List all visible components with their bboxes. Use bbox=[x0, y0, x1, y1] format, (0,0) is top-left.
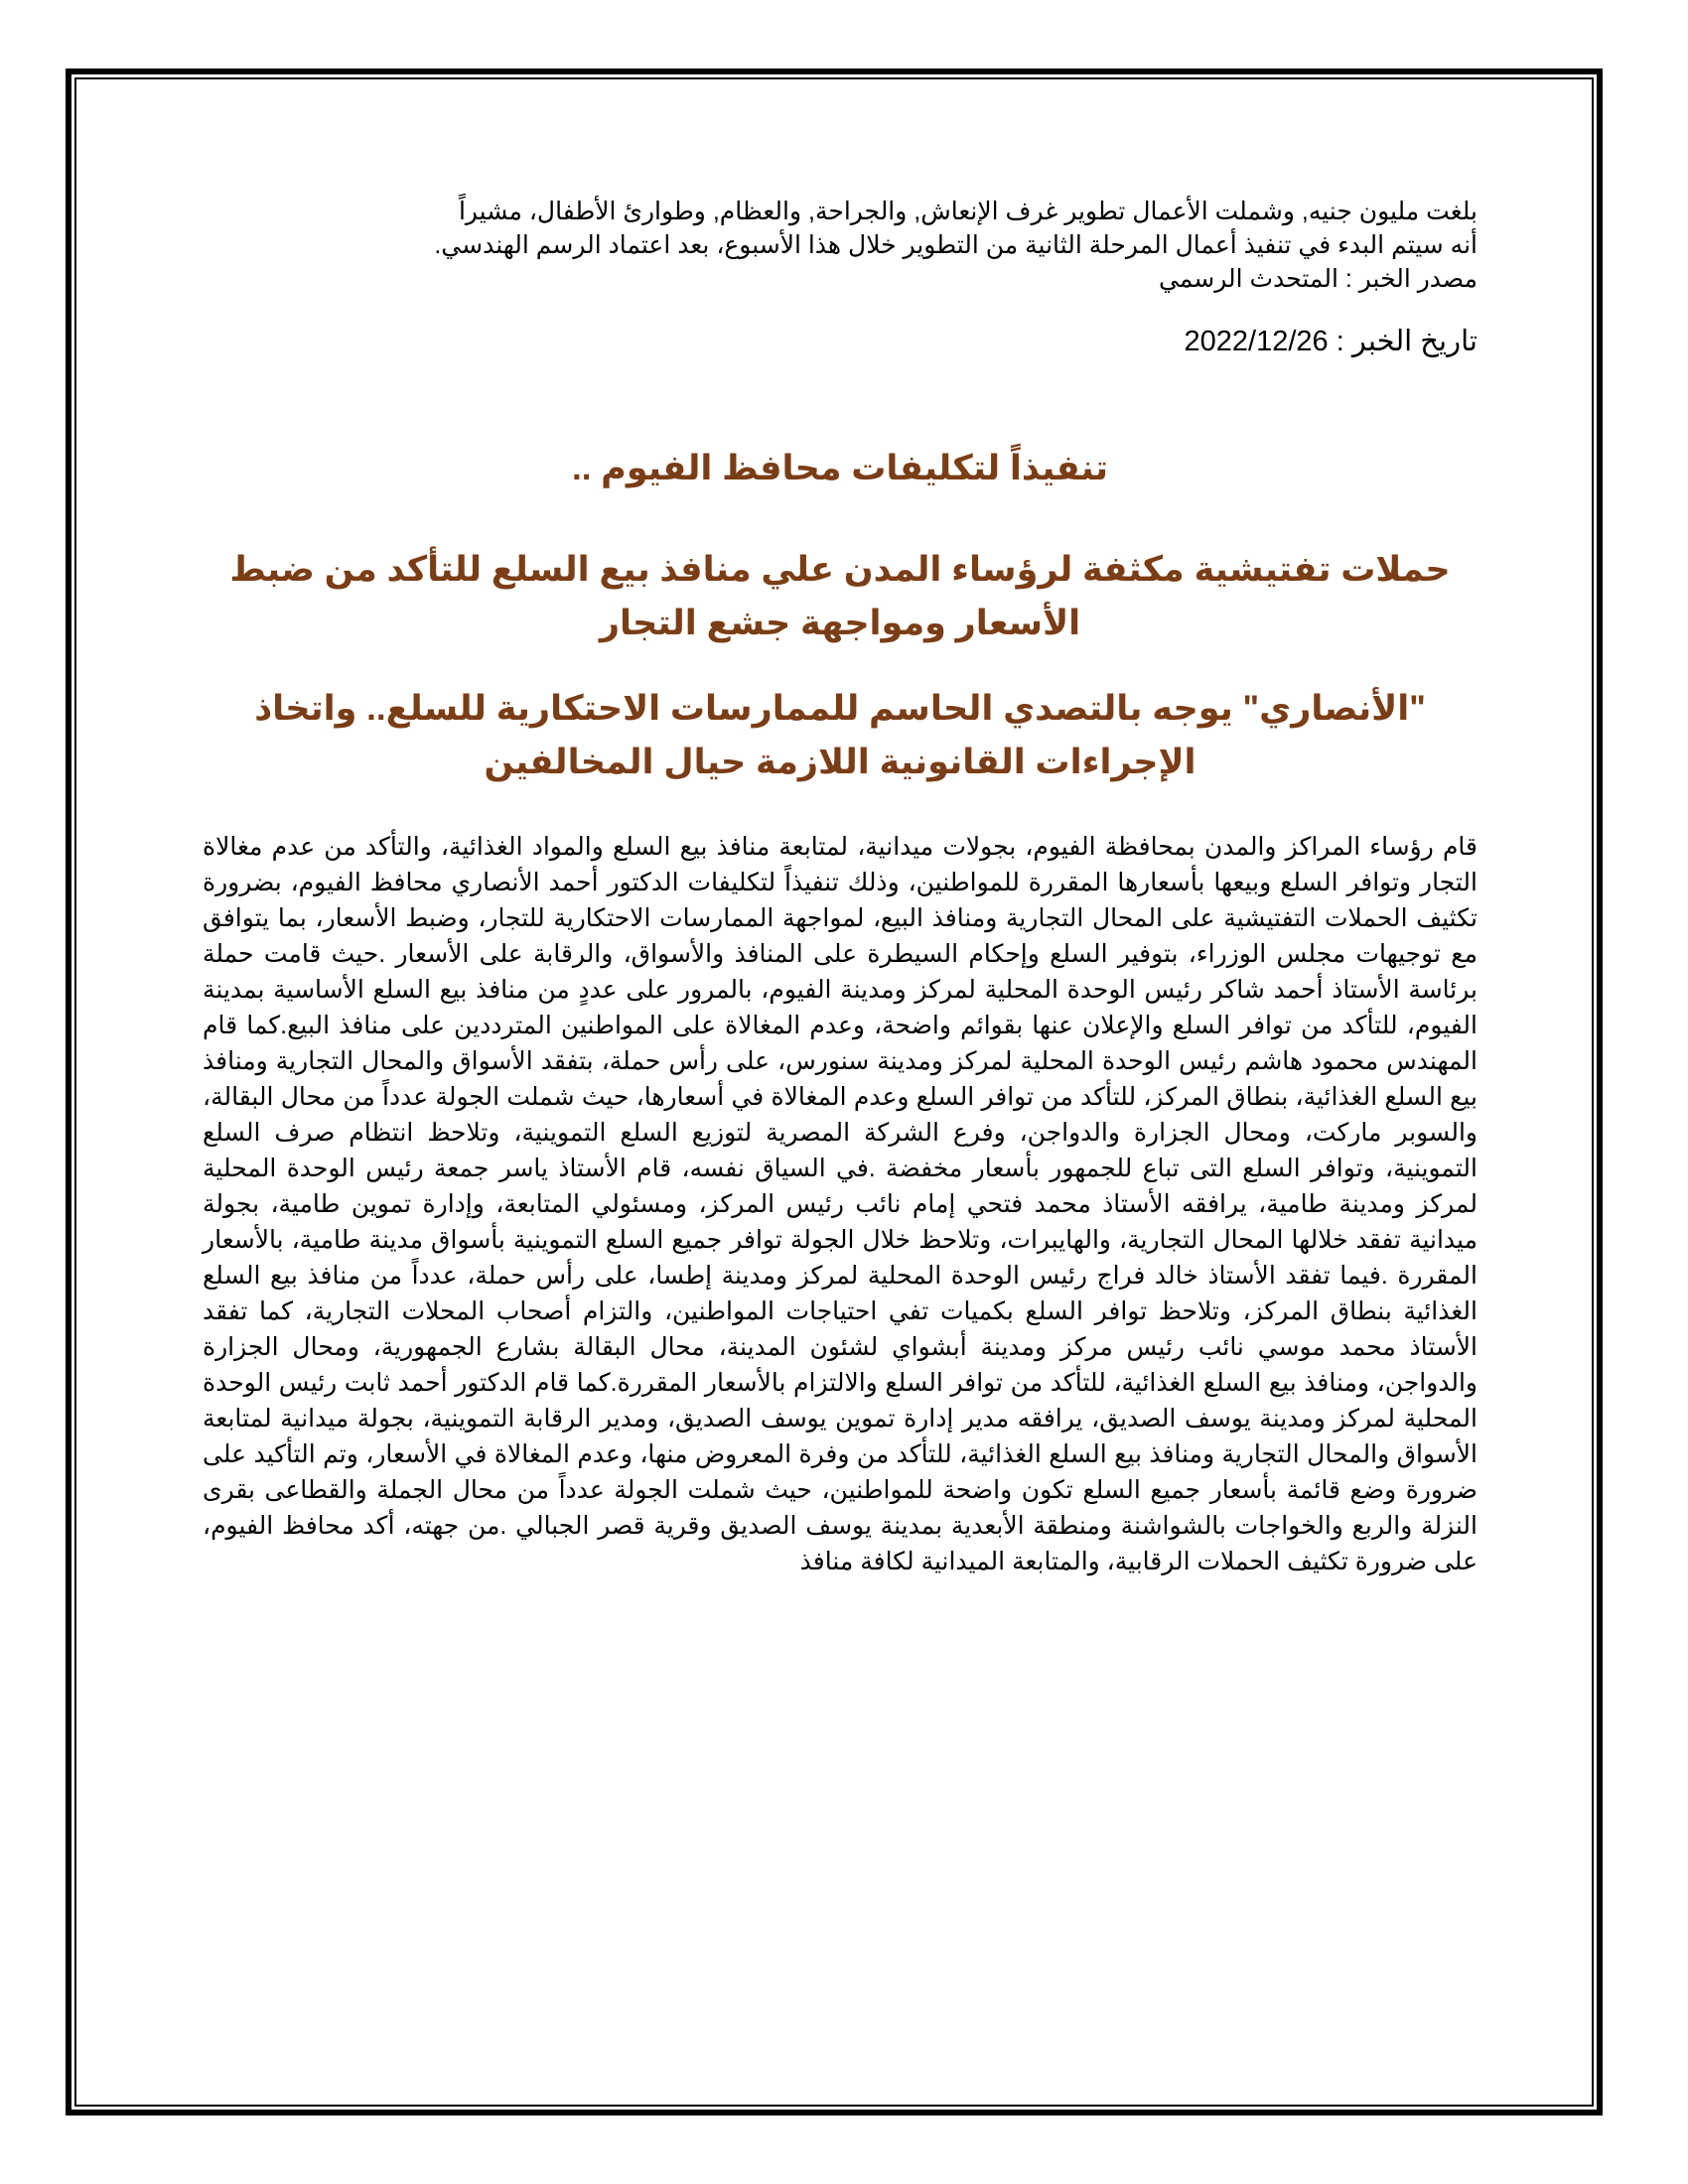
document-content bbox=[203, 195, 1477, 1579]
intro-line-1: بلغت مليون جنيه, وشملت الأعمال تطوير غرف الإنعاش, والجراحة, والعظام, وطوارئ الأطفال، مشيراً bbox=[458, 198, 1477, 225]
article-body: قام رؤساء المراكز والمدن بمحافظة الفيوم، بجولات ميدانية، لمتابعة منافذ بيع السلع والمواد الغذائية، والتأكد من عدم مغالاة التجار وتوافر السلع وبيعها بأسعارها المقررة للمواطنين، وذلك تنفيذاً لتكليفات الدكتور أحمد الأنصاري محافظ الفيوم، بضرورة تكثيف الحملات التفتيشية على المحال التجارية ومنافذ البيع، لمواجهة الممارسات الاحتكارية للتجار، وضبط الأسعار، بما يتوافق مع توجيهات مجلس الوزراء، بتوفير السلع وإحكام السيطرة على المنافذ والأسواق، والرقابة على الأسعار .حيث قامت حملة برئاسة الأستاذ أحمد شاكر رئيس الوحدة المحلية لمركز ومدينة الفيوم، بالمرور على عددٍ من منافذ بيع السلع الأساسية بمدينة الفيوم، للتأكد من توافر السلع والإعلان عنها بقوائم واضحة، وعدم المغالاة على المواطنين المترددين على منافذ البيع.كما قام المهندس محمود هاشم رئيس الوحدة المحلية لمركز ومدينة سنورس، على رأس حملة، بتفقد الأسواق والمحال التجارية ومنافذ بيع السلع الغذائية، بنطاق المركز، للتأكد من توافر السلع وعدم المغالاة في أسعارها، حيث شملت الجولة عدداً من محال البقالة، والسوبر ماركت، ومحال الجزارة والدواجن، وفرع الشركة المصرية لتوزيع السلع التموينية، وتلاحظ انتظام صرف السلع التموينية، وتوافر السلع التى تباع للجمهور بأسعار مخفضة .في السياق نفسه، قام الأستاذ ياسر جمعة رئيس الوحدة المحلية لمركز ومدينة طامية، يرافقه الأستاذ محمد فتحي إمام نائب رئيس المركز، ومسئولي المتابعة، وإدارة تموين طامية، بجولة ميدانية تفقد خلالها المحال التجارية، والهايبرات، وتلاحظ خلال الجولة توافر جميع السلع التموينية بأسواق مدينة طامية، بالأسعار المقررة .فيما تفقد الأستاذ خالد فراج رئيس الوحدة المحلية لمركز ومدينة إطسا، على رأس حملة، عدداً من منافذ بيع السلع الغذائية بنطاق المركز، وتلاحظ توافر السلع بكميات تفي احتياجات المواطنين، والتزام أصحاب المحلات التجارية، كما تفقد الأستاذ محمد موسي نائب رئيس مركز ومدينة أبشواي لشئون المدينة، محال البقالة بشارع الجمهورية، ومحال الجزارة والدواجن، ومنافذ بيع السلع الغذائية، للتأكد من توافر السلع والالتزام بالأسعار المقررة.كما قام الدكتور أحمد ثابت رئيس الوحدة المحلية لمركز ومدينة يوسف الصديق، يرافقه مدير إدارة تموين يوسف الصديق، ومدير الرقابة التموينية، بجولة ميدانية لمتابعة الأسواق والمحال التجارية ومنافذ بيع السلع الغذائية، للتأكد من وفرة المعروض منها، وعدم المغالاة في الأسعار، وتم التأكيد على ضرورة وضع قائمة بأسعار جميع السلع تكون واضحة للمواطنين، حيث شملت الجولة عدداً من محال الجملة والقطاعى بقرى النزلة والربع والخواجات بالشواشنة ومنطقة الأبعدية بمدينة يوسف الصديق وقرية قصر الجبالي .من جهته، أكد محافظ الفيوم، على ضرورة تكثيف الحملات الرقابية، والمتابعة الميدانية لكافة منافذ bbox=[203, 833, 1477, 1575]
news-date-label: تاريخ الخبر : bbox=[1328, 326, 1477, 357]
news-source: مصدر الخبر : المتحدث الرسمي bbox=[1159, 265, 1477, 293]
news-date bbox=[203, 324, 1477, 359]
news-date-value: 2022/12/26 bbox=[1184, 326, 1329, 357]
intro-line-2: أنه سيتم البدء في تنفيذ أعمال المرحلة الثانية من التطوير خلال هذا الأسبوع، بعد اعتماد الرسم الهندسي. bbox=[434, 231, 1477, 259]
headline-sub: "الأنصاري" يوجه بالتصدي الحاسم للممارسات الاحتكارية للسلع.. واتخاذ الإجراءات القانونية اللازمة حيال المخالفين bbox=[254, 689, 1426, 781]
headline-kicker: تنفيذاً لتكليفات محافظ الفيوم .. bbox=[572, 449, 1108, 487]
headline-main: حملات تفتيشية مكثفة لرؤساء المدن علي منافذ بيع السلع للتأكد من ضبط الأسعار ومواجهة جشع التجار bbox=[229, 550, 1451, 642]
